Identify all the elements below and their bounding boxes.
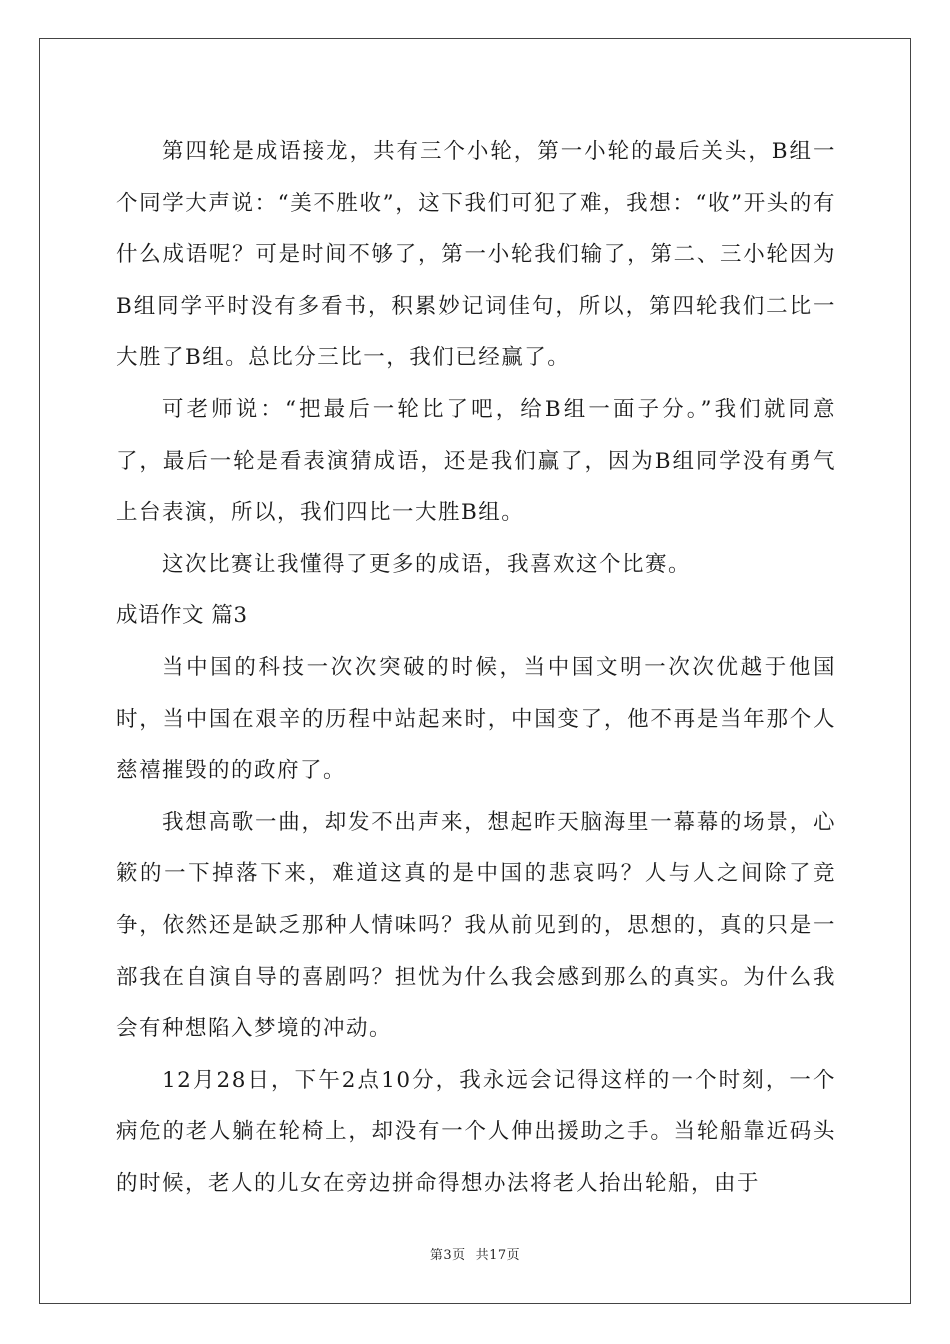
page-footer	[0, 1244, 950, 1263]
paragraph: 我想高歌一曲，却发不出声来，想起昨天脑海里一幕幕的场景，心簌的一下掉落下来，难道这真的是中国的悲哀吗？人与人之间除了竞争，依然还是缺乏那种人情味吗？我从前见到的，思想的，真的只是一部我在自演自导的喜剧吗？担忧为什么我会感到那么的真实。为什么我会有种想陷入梦境的冲动。	[116, 809, 836, 1042]
paragraph: 第四轮是成语接龙，共有三个小轮，第一小轮的最后关头，B组一个同学大声说：“美不胜收”，这下我们可犯了难，我想：“收”开头的有什么成语呢？可是时间不够了，第一小轮我们输了，第二、三小轮因为B组同学平时没有多看书，积累妙记词佳句，所以，第四轮我们二比一大胜了B组。总比分三比一，我们已经赢了。	[116, 139, 836, 371]
page-total: 共17页	[475, 1248, 521, 1263]
page-number: 第3页	[429, 1248, 466, 1263]
paragraph: 可老师说：“把最后一轮比了吧，给B组一面子分。”我们就同意了，最后一轮是看表演猜成语，还是我们赢了，因为B组同学没有勇气上台表演，所以，我们四比一大胜B组。	[116, 396, 836, 526]
paragraph: 当中国的科技一次次突破的时候，当中国文明一次次优越于他国时，当中国在艰辛的历程中站起来时，中国变了，他不再是当年那个人慈禧摧毁的的政府了。	[116, 654, 836, 784]
paragraph: 12月28日，下午2点10分，我永远会记得这样的一个时刻，一个病危的老人躺在轮椅上，却没有一个人伸出援助之手。当轮船靠近码头的时候，老人的儿女在旁边拼命得想办法将老人抬出轮船，由于	[116, 1067, 836, 1196]
section-heading: 成语作文 篇3	[116, 603, 248, 629]
document-body	[116, 126, 836, 1209]
paragraph: 这次比赛让我懂得了更多的成语，我喜欢这个比赛。	[162, 551, 692, 577]
